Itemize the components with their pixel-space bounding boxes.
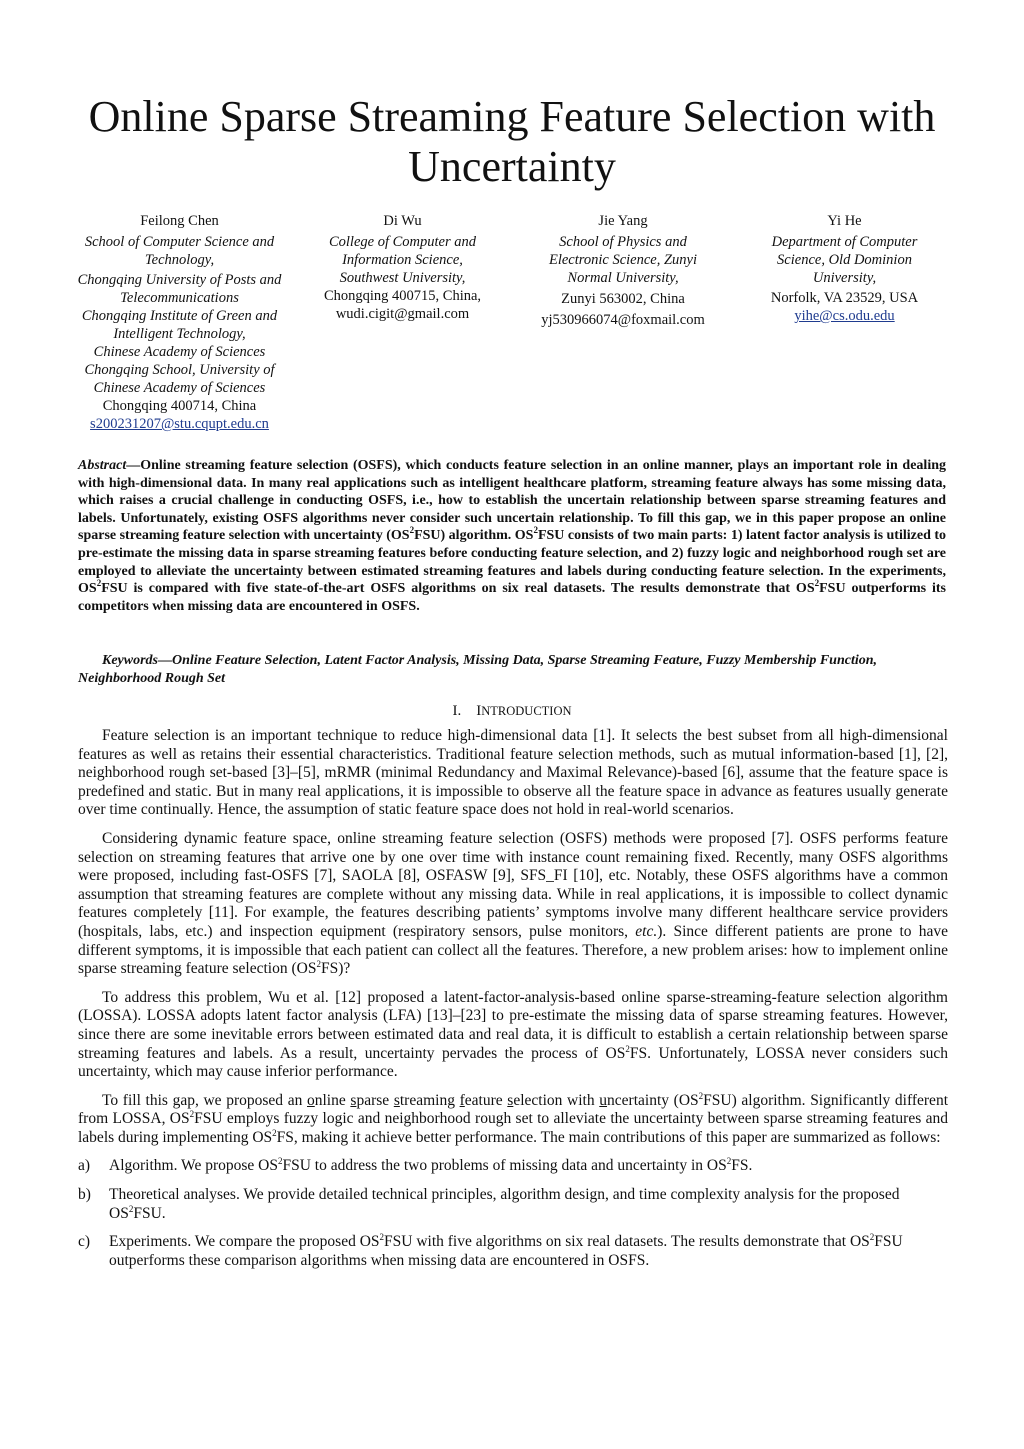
- paragraph-text: Feature selection is an important technique to reduce high-dimensional data [1]. It selects the best subset from all high-dimensional features as well as retains their essential characteristics. Traditional feature selection methods, such as mutual information-based [1], [2], neighborhood rough set-based [3]–[5], mRMR (minimal Redundancy and Maximal Relevance)-based [6], assume that the feature space is predefined and static. But in many real applications, it is impossible to observe all the feature space in advance as features usually generate over time continually. Hence, the assumption of static feature space does not hold in real-world scenarios.: [78, 727, 948, 819]
- author-address: Chongqing 400714, China: [102, 398, 257, 414]
- superscript: 2: [96, 578, 102, 589]
- paragraph-text: treaming: [399, 1091, 460, 1109]
- author-name: Di Wu: [383, 213, 422, 229]
- paragraph-text: FS, making it achieve better performance. The main contributions of this paper are summarized as follows:: [276, 1128, 941, 1146]
- superscript: 2: [189, 1109, 195, 1120]
- list-text: FSU outperforms these comparison algorithms when missing data are encountered in OSFS.: [109, 1233, 903, 1269]
- author-affiliation: Southwest University,: [339, 270, 466, 286]
- author-block-3: [528, 212, 718, 329]
- list-text: FSU.: [133, 1204, 166, 1222]
- superscript: 2: [272, 1127, 277, 1138]
- section-heading: [78, 703, 946, 720]
- superscript: 2: [409, 525, 415, 536]
- keywords: [78, 652, 946, 687]
- author-name: Feilong Chen: [140, 213, 219, 229]
- paragraph-text: nline: [314, 1091, 351, 1109]
- underlined-letter: s: [507, 1091, 514, 1109]
- paragraph: [78, 727, 948, 820]
- abstract-text: FSU outperforms its competitors when missing data are encountered in OSFS.: [78, 581, 946, 614]
- list-item: [78, 1157, 948, 1176]
- author-address: Zunyi 563002, China: [561, 291, 685, 307]
- abstract-lead: Abstract: [78, 458, 127, 473]
- author-email-link[interactable]: s200231207@stu.cqupt.edu.cn: [90, 416, 269, 432]
- author-name: Yi He: [827, 213, 862, 229]
- contributions-list: [78, 1157, 948, 1270]
- underlined-letter: o: [307, 1091, 315, 1109]
- author-affiliation: Chongqing Institute of Green and Intelligent Technology,: [81, 308, 278, 342]
- superscript: 2: [814, 578, 820, 589]
- author-affiliation: College of Computer and Information Science,: [328, 234, 476, 268]
- author-block-1: [72, 212, 287, 433]
- paragraph: [78, 830, 948, 979]
- paragraph-text: FS. Unfortunately, LOSSA never considers such uncertainty, which may cause inferior performance.: [78, 1044, 949, 1081]
- list-item: [78, 1186, 948, 1223]
- paragraph: [78, 1092, 948, 1148]
- author-address: Chongqing 400715, China,: [323, 288, 482, 304]
- superscript: 2: [533, 525, 538, 536]
- list-label: a): [78, 1157, 91, 1175]
- underlined-letter: s: [350, 1091, 357, 1109]
- author-affiliation: School of Computer Science and Technology,: [84, 234, 275, 268]
- section-title-rest: NTRODUCTION: [481, 704, 572, 718]
- author-affiliation: Chongqing School, University of Chinese Academy of Sciences: [84, 362, 275, 396]
- paragraph-text: To address this problem, Wu et al. [12] proposed a latent-factor-analysis-based online sparse-streaming-feature selection algorithm (LOSSA). LOSSA adopts latent factor analysis (LFA) [13]–[23] to pre-estimate the missing data of sparse streaming features. However, since there are some inevitable errors between estimated data and real data, it is difficult to establish a certain relationship between sparse streaming features and labels. As a result, uncertainty pervades the process of OS: [78, 988, 948, 1062]
- author-address: Norfolk, VA 23529, USA: [770, 290, 919, 306]
- list-text: Theoretical analyses. We provide detailed technical principles, algorithm design, and time complexity analysis for the proposed OS: [109, 1186, 900, 1222]
- paragraph-text: Considering dynamic feature space, online streaming feature selection (OSFS) methods were proposed [7]. OSFS performs feature selection on streaming features that arrive one by one over time with instance count remaining fixed. Recently, many OSFS algorithms were proposed, including fast-OSFS [7], SAOLA [8], OSFASW [9], SFS_FI [10], etc. Notably, these OSFS algorithms have a common assumption that streaming features are complete without any missing data. While in real applications, it is impossible to collect dynamic features completely [11]. For example, the features describing patients’ symptoms involve many different healthcare service providers (hospitals, labs, etc.) and inspection equipment (respiratory sensors, pulse monitors,: [78, 829, 948, 940]
- list-item: [78, 1233, 948, 1270]
- paragraph: [78, 989, 948, 1082]
- superscript: 2: [277, 1156, 283, 1167]
- author-affiliation: Department of Computer Science, Old Dominion University,: [771, 234, 918, 286]
- abstract-text: Online streaming feature selection (OSFS), which conducts feature selection in an online manner, plays an important role in dealing with high-dimensional data. In many real applications such as intelligent healthcare platform, streaming feature always has some missing data, which raises a crucial challenge in conducting OSFS, i.e., how to establish the uncertain relationship between sparse streaming features and labels. Unfortunately, existing OSFS algorithms never consider such uncertain relationship. To fill this gap, we in this paper propose an online sparse streaming feature selection with uncertainty (OS: [78, 458, 946, 544]
- list-text: FS.: [731, 1157, 753, 1175]
- list-text: Algorithm. We propose OS: [109, 1157, 278, 1175]
- list-label: c): [78, 1233, 91, 1251]
- abstract-dash: —: [126, 458, 141, 473]
- section-number: I.: [452, 703, 462, 719]
- superscript: 2: [698, 1090, 704, 1101]
- keywords-lead: Keywords: [102, 653, 158, 668]
- author-block-2: [310, 212, 495, 323]
- underlined-letter: f: [459, 1091, 465, 1109]
- paragraph-text: ). Since different patients are prone to have different symptoms, it is impossible that each patient can collect all the features. Therefore, a new problem arises: how to implement online sparse streaming feature selection (OS: [78, 922, 948, 978]
- abstract-text: FSU) algorithm. OS: [414, 528, 534, 544]
- underlined-letter: s: [393, 1091, 400, 1109]
- paper-title: Online Sparse Streaming Feature Selection with Uncertainty: [88, 92, 936, 191]
- section-title-initial: I: [476, 703, 482, 719]
- paragraph-text: FSU employs fuzzy logic and neighborhood rough set to alleviate the uncertainty between sparse streaming features and labels during implementing OS: [78, 1110, 948, 1146]
- author-email: yj530966074@foxmail.com: [541, 312, 705, 328]
- author-block-4: [752, 212, 937, 325]
- author-affiliation: Chongqing University of Posts and Telecommunications: [77, 272, 282, 306]
- abstract: [78, 457, 946, 615]
- list-text: FSU with five algorithms on six real datasets. The results demonstrate that OS: [384, 1233, 870, 1251]
- paragraph-text: FS)?: [320, 960, 351, 978]
- superscript: 2: [379, 1232, 385, 1243]
- author-email: wudi.cigit@gmail.com: [335, 306, 470, 322]
- superscript: 2: [869, 1232, 875, 1243]
- superscript: 2: [316, 959, 321, 970]
- paragraph-text: election with: [513, 1091, 600, 1109]
- list-label: b): [78, 1186, 91, 1204]
- paragraph-text: To fill this gap, we proposed an: [102, 1091, 307, 1109]
- list-text: Experiments. We compare the proposed OS: [109, 1233, 380, 1251]
- superscript: 2: [726, 1156, 732, 1167]
- keywords-text: Online Feature Selection, Latent Factor Analysis, Missing Data, Sparse Streaming Feature, Fuzzy Membership Function, Neighborhood Rough Set: [78, 653, 878, 686]
- keywords-dash: —: [158, 653, 172, 668]
- superscript: 2: [128, 1203, 134, 1214]
- author-affiliation: Chinese Academy of Sciences: [93, 344, 266, 360]
- author-email-link[interactable]: yihe@cs.odu.edu: [794, 308, 895, 324]
- body-text: [78, 727, 948, 1280]
- paragraph-text: eature: [464, 1091, 508, 1109]
- abstract-text: FSU is compared with five state-of-the-art OSFS algorithms on six real datasets. The results demonstrate that OS: [101, 581, 815, 597]
- superscript: 2: [625, 1043, 630, 1054]
- paragraph-text-italic: etc.: [635, 922, 658, 940]
- author-name: Jie Yang: [598, 213, 648, 229]
- list-text: FSU to address the two problems of missing data and uncertainty in OS: [282, 1157, 727, 1175]
- paragraph-text: ncertainty (OS: [607, 1091, 699, 1109]
- paragraph-text: FSU) algorithm. Significantly different from LOSSA, OS: [78, 1091, 948, 1128]
- underlined-letter: u: [599, 1091, 608, 1109]
- paragraph-text: parse: [356, 1091, 394, 1109]
- abstract-text: FSU consists of two main parts: 1) latent factor analysis is utilized to pre-estimate the missing data in sparse streaming features before conducting feature selection, and 2) fuzzy logic and neighborhood rough set are employed to alleviate the uncertainty between estimated streaming features and labels during conducting feature selection. In the experiments, OS: [78, 528, 947, 597]
- author-affiliation: School of Physics and Electronic Science, Zunyi Normal University,: [548, 234, 698, 286]
